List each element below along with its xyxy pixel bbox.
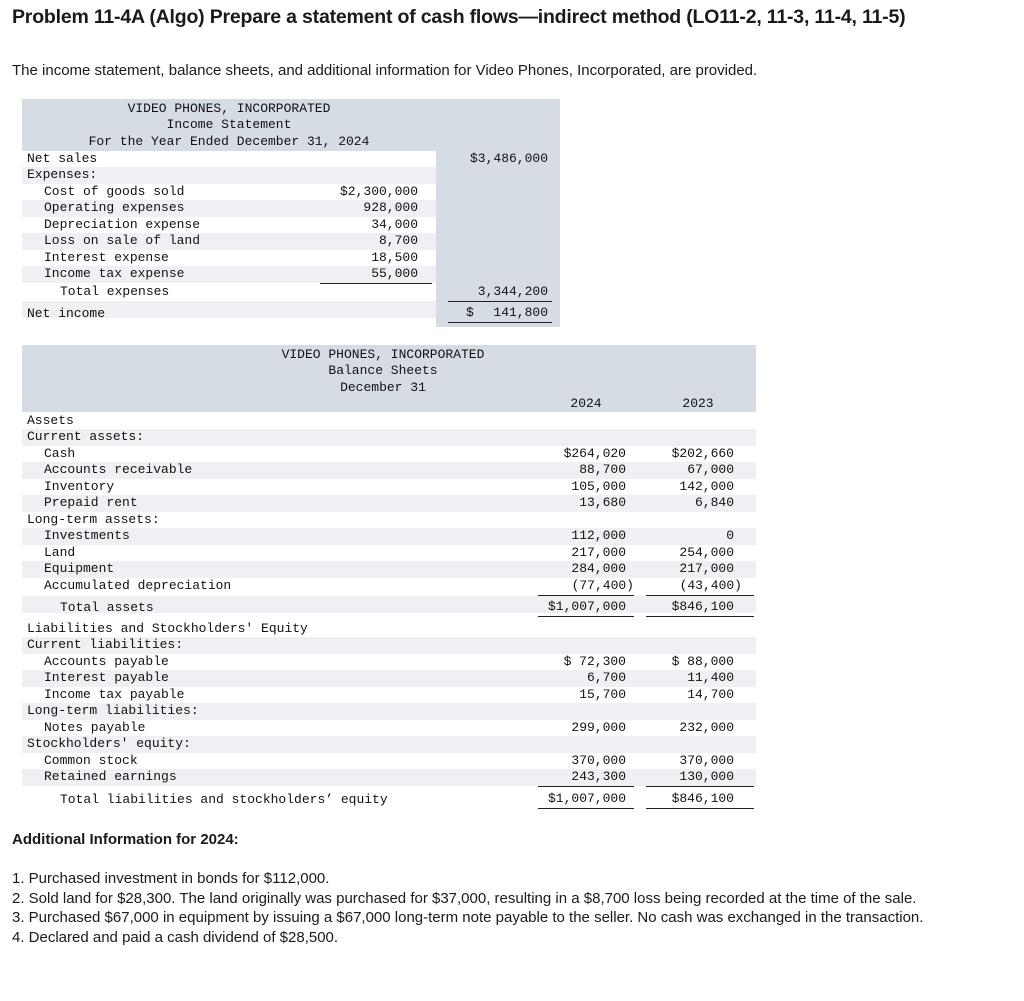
bs-value-2024: 105,000 [571,479,626,494]
total-assets-rule-2024 [538,616,634,617]
expense-value: $2,300,000 [339,184,418,199]
bs-row-label: Income tax payable [44,687,185,702]
current-liabilities-heading: Current liabilities: [27,637,184,652]
bs-value-2024: 13,680 [579,495,626,510]
col-header-2024: 2024 [570,396,602,411]
additional-info-item: 4. Declared and paid a cash dividend of $28,500. [12,928,339,946]
bs-row-label: Prepaid rent [44,495,138,510]
bs-value-2024: 88,700 [579,462,626,477]
total-assets-rule-2023 [646,616,754,617]
bs-row-label: Notes payable [44,720,146,735]
bs-value-2024: (77,400) [571,578,634,593]
total-liab-rule-2024 [538,808,634,809]
is-company-name: VIDEO PHONES, INCORPORATED [127,101,331,116]
bs-row-label: Accumulated depreciation [44,578,232,593]
bs-value-2023: 142,000 [679,479,734,494]
liab-equity-heading: Liabilities and Stockholders' Equity [27,621,308,636]
total-liab-equity-label: Total liabilities and stockholders’ equity [60,792,388,807]
expense-value: 18,500 [371,250,418,265]
bs-title: Balance Sheets [328,363,438,378]
net-income-double-rule [448,322,552,323]
total-liab-rule-2023 [646,808,754,809]
bs-value-2023: 254,000 [679,545,734,560]
total-expenses-label: Total expenses [60,284,170,299]
additional-info-heading: Additional Information for 2024: [12,831,239,848]
total-assets-2024: $1,007,000 [547,599,626,614]
total-liab-equity-2023: $846,100 [671,791,734,806]
expense-value: 8,700 [378,233,418,248]
bs-value-2024: 6,700 [586,670,626,685]
bs-row-label: Inventory [44,479,115,494]
is-period: For the Year Ended December 31, 2024 [88,134,370,149]
expense-label: Income tax expense [44,266,185,281]
net-sales-label: Net sales [27,151,98,166]
bs-value-2023: 11,400 [687,670,734,685]
bs-row-label: Accounts receivable [44,462,193,477]
intro-text: The income statement, balance sheets, and additional information for Video Phones, Incorporated, are provided. [12,62,758,79]
current-assets-heading: Current assets: [27,429,145,444]
bs-value-2023: 67,000 [687,462,734,477]
assets-subtotal-rule-2023 [646,595,754,596]
expense-label: Interest expense [44,250,169,265]
liab-subtotal-rule-2024 [538,786,634,787]
bs-value-2024: 243,300 [571,769,626,784]
assets-heading: Assets [27,413,74,428]
total-liab-equity-2024: $1,007,000 [547,791,626,806]
bs-value-2023: 6,840 [694,495,734,510]
col-header-2023: 2023 [682,396,714,411]
bs-value-2023: 14,700 [687,687,734,702]
bs-value-2024: $ 72,300 [563,654,626,669]
is-title: Income Statement [166,117,292,132]
total-assets-label: Total assets [60,600,154,615]
additional-info-item: 2. Sold land for $28,300. The land originally was purchased for $37,000, resulting in a $8,700 loss being recorded at the time of the sale. [12,889,917,907]
bs-value-2024: 370,000 [571,753,626,768]
bs-value-2024: 15,700 [579,687,626,702]
bs-row-label: Cash [44,446,76,461]
net-income-label: Net income [27,306,106,321]
bs-value-2024: 112,000 [571,528,626,543]
page-title: Problem 11-4A (Algo) Prepare a statement of cash flows—indirect method (LO11-2, 11-3, 11-4, 11-5) [12,6,906,28]
additional-info-item: 3. Purchased $67,000 in equipment by issuing a $67,000 long-term note payable to the seller. No cash was exchanged in the transaction. [12,909,924,926]
additional-info-item: 1. Purchased investment in bonds for $112,000. [12,870,330,887]
bs-value-2023: 370,000 [679,753,734,768]
bs-value-2023: 130,000 [679,769,734,784]
bs-row-label: Interest payable [44,670,169,685]
expense-label: Cost of goods sold [44,184,185,199]
bs-value-2023: $202,660 [671,446,734,461]
bs-value-2024: 217,000 [571,545,626,560]
expenses-label: Expenses: [27,167,98,182]
bs-value-2023: 0 [726,528,734,543]
expenses-subtotal-rule [320,283,432,284]
bs-row-label: Accounts payable [44,654,169,669]
bs-value-2024: 284,000 [571,561,626,576]
long-term-liabilities-heading: Long-term liabilities: [27,703,199,718]
expense-value: 928,000 [363,200,418,215]
long-term-assets-heading: Long-term assets: [27,512,160,527]
bs-value-2023: (43,400) [679,578,742,593]
expense-label: Loss on sale of land [44,233,201,248]
total-expenses-rule [448,301,552,302]
net-sales-value: $3,486,000 [469,151,548,166]
expense-label: Depreciation expense [44,217,201,232]
bs-company-name: VIDEO PHONES, INCORPORATED [281,347,485,362]
bs-row-label: Land [44,545,76,560]
net-income-value: 141,800 [493,305,548,320]
assets-subtotal-rule-2024 [538,595,634,596]
expense-label: Operating expenses [44,200,185,215]
bs-row-label: Equipment [44,561,115,576]
equity-heading: Stockholders' equity: [27,736,191,751]
bs-value-2023: $ 88,000 [671,654,734,669]
expense-value: 55,000 [371,266,418,281]
bs-value-2023: 232,000 [679,720,734,735]
total-assets-2023: $846,100 [671,599,734,614]
expense-value: 34,000 [371,217,418,232]
bs-row-label: Investments [44,528,130,543]
liab-subtotal-rule-2023 [646,786,754,787]
total-expenses-value: 3,344,200 [477,284,548,299]
bs-value-2024: $264,020 [563,446,626,461]
bs-date: December 31 [340,380,426,395]
bs-value-2023: 217,000 [679,561,734,576]
bs-row-label: Common stock [44,753,138,768]
additional-info-list [12,869,1012,947]
bs-value-2024: 299,000 [571,720,626,735]
net-income-dollar: $ [466,305,474,320]
bs-row-label: Retained earnings [44,769,177,784]
